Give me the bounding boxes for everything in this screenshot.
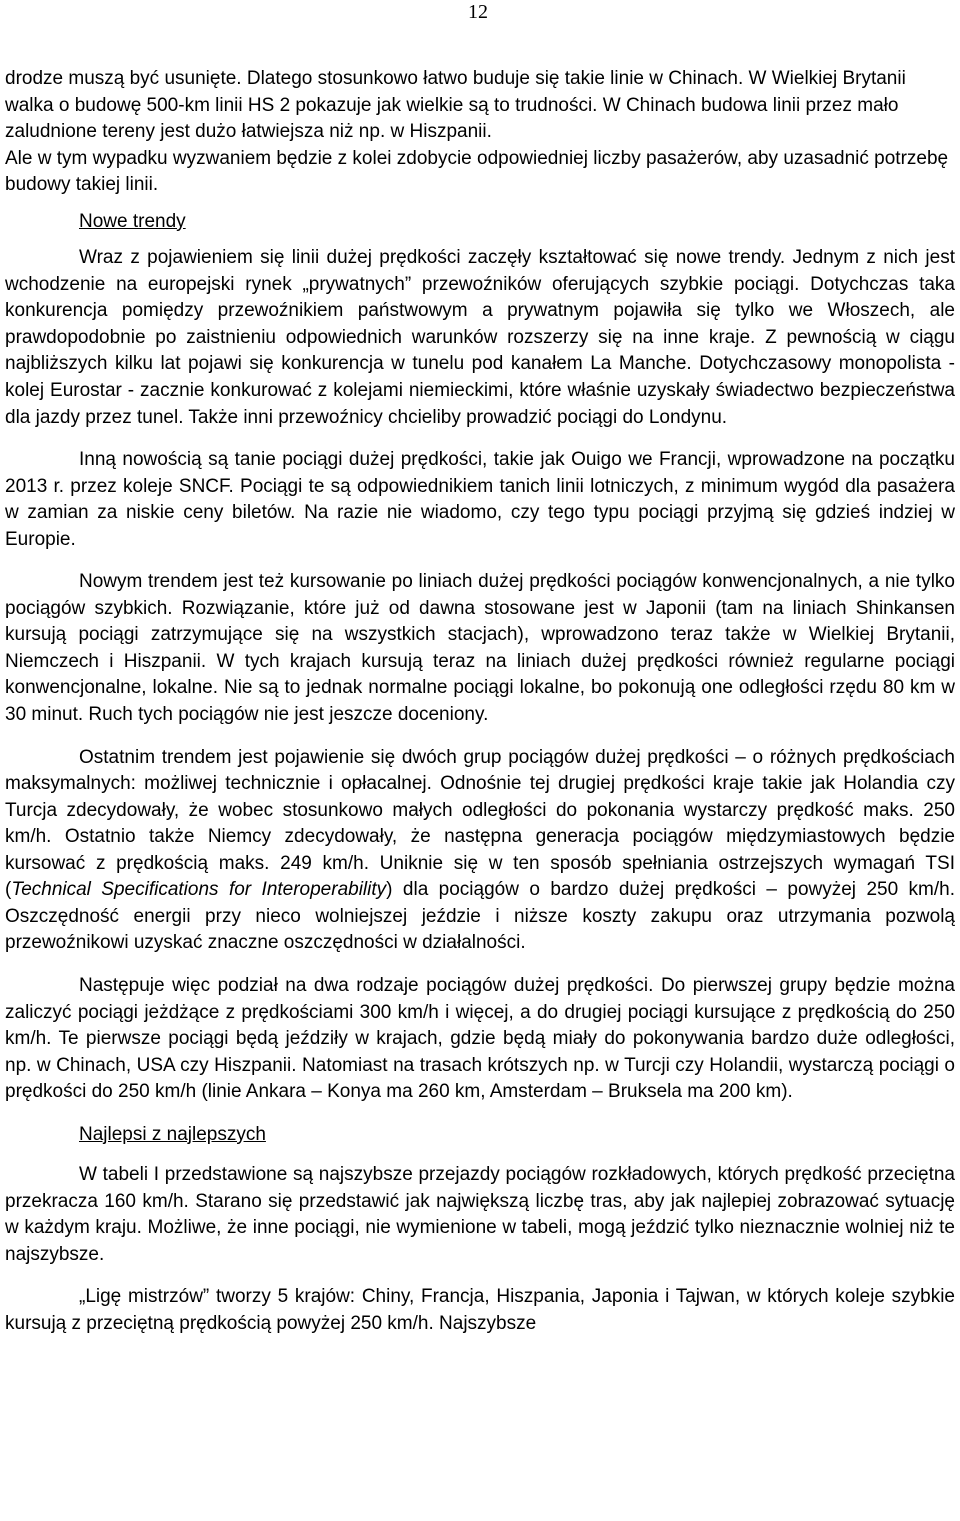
- paragraph-continuation-2: Ale w tym wypadku wyzwaniem będzie z kolei zdobycie odpowiedniej liczby pasażerów, aby uzasadnić potrzebę budowy takiej linii.: [5, 147, 949, 196]
- document-body: [5, 66, 955, 1338]
- paragraph-new-trends: Wraz z pojawieniem się linii dużej prędkości zaczęły kształtować się nowe trendy. Jednym z nich jest wchodzenie na europejski rynek „prywatnych” przewoźników oferujących szybkie pociągi. Dotychczas taka konkurencja pomiędzy przewoźnikiem państwowym a prywatnym pojawiła się tylko we Włoszech, ale prawdopodobnie po zaistnieniu odpowiednich warunków rozszerzy się na inne kraje. Z pewnością w ciągu najbliższych kilku lat pojawi się konkurencja w tunelu pod kanałem La Manche. Dotychczasowy monopolista - kolej Eurostar - zacznie konkurować z kolejami niemieckimi, które właśnie uzyskały świadectwo bezpieczeństwa dla jazdy przez tunel. Także inni przewoźnicy chcieliby prowadzić pociągi do Londynu.: [5, 247, 955, 428]
- text-span: ) dla pociągów o bardzo dużej prędkości – powyżej 250 km/h. Oszczędność energii przy nieco wolniejszej jeździe i niższe koszty zakupu oraz utrzymania pozwolą przewoźnikowi uzyskać znaczne oszczędności w działalności.: [5, 879, 956, 954]
- italic-term: Technical Specifications for Interoperability: [11, 879, 387, 901]
- page-number: 12: [468, 1, 488, 23]
- text-span: Ostatnim trendem jest pojawienie się dwóch grup pociągów dużej prędkości – o różnych prędkościach maksymalnych: możliwej technicznie i opłacalnej. Odnośnie tej drugiej prędkości kraje takie jak Holandia czy Turcja zdecydowały, że wobec stosunkowo małych odległości do pokonania wystarczy prędkość maks. 250 km/h. Ostatnio także Niemcy zdecydowały, że następna generacja pociągów międzymiastowych będzie kursować z prędkością maks. 249 km/h. Uniknie się w ten sposób spełniania ostrzejszych wymagań TSI (: [5, 746, 955, 901]
- paragraph-split: Następuje więc podział na dwa rodzaje pociągów dużej prędkości. Do pierwszej grupy będzie można zaliczyć pociągi jeżdżące z prędkościami 300 km/h i więcej, a do drugiej pociągi kursujące z prędkością do 250 km/h. Te pierwsze pociągi będą jeździły w krajach, gdzie będą miały do pokonywania bardzo duże odległości, np. w Chinach, USA czy Hiszpanii. Natomiast na trasach krótszych np. w Turcji czy Holandii, wystarczą pociągi o prędkości do 250 km/h (linie Ankara – Konya ma 260 km, Amsterdam – Bruksela ma 200 km).: [5, 974, 955, 1103]
- paragraph-cheap-trains: Inną nowością są tanie pociągi dużej prędkości, takie jak Ouigo we Francji, wprowadzone na początku 2013 r. przez koleje SNCF. Pociągi te są odpowiednikiem tanich linii lotniczych, z minimum wygód dla pasażera w zamian za niskie ceny biletów. Na razie nie wiadomo, czy tego typu pociągi przyjmą się gdzieś indziej w Europie.: [5, 449, 955, 550]
- paragraph-conventional-trains: Nowym trendem jest też kursowanie po liniach dużej prędkości pociągów konwencjonalnych, a nie tylko pociągów szybkich. Rozwiązanie, które już od dawna stosowane jest w Japonii (tam na liniach Shinkansen kursują pociągi zatrzymujące się na wszystkich stacjach), wprowadzono teraz także w Wielkiej Brytanii, Niemczech i Hiszpanii. W tych krajach kursują teraz na liniach dużej prędkości również regularne pociągi konwencjonalne, lokalne. Nie są to jednak normalne pociągi lokalne, bo pokonują one odległości rzędu 80 km w 30 minut. Ruch tych pociągów nie jest jeszcze doceniony.: [5, 571, 955, 726]
- section-heading-nowe-trendy: Nowe trendy: [79, 210, 186, 232]
- paragraph-table-intro: W tabeli I przedstawione są najszybsze przejazdy pociągów rozkładowych, których prędkość przeciętna przekracza 160 km/h. Starano się przedstawić jak największą liczbę tras, aby jak najlepiej zobrazować sytuację w każdym kraju. Możliwe, że inne pociągi, nie wymienione w tabeli, mogą jeździć tylko nieznacznie wolniej niż te najszybsze.: [5, 1164, 955, 1265]
- section-heading-najlepsi: Najlepsi z najlepszych: [79, 1123, 266, 1145]
- paragraph-speed-groups: [5, 745, 955, 957]
- paragraph-continuation: drodze muszą być usunięte. Dlatego stosunkowo łatwo buduje się takie linie w Chinach. W Wielkiej Brytanii walka o budowę 500-km linii HS 2 pokazuje jak wielkie są to trudności. W Chinach budowa linii przez mało zaludnione tereny jest dużo łatwiejsza niż np. w Hiszpanii.: [5, 68, 906, 143]
- paragraph-champions-league: „Ligę mistrzów” tworzy 5 krajów: Chiny, Francja, Hiszpania, Japonia i Tajwan, w których koleje szybkie kursują z przeciętną prędkością powyżej 250 km/h. Najszybsze: [5, 1286, 955, 1334]
